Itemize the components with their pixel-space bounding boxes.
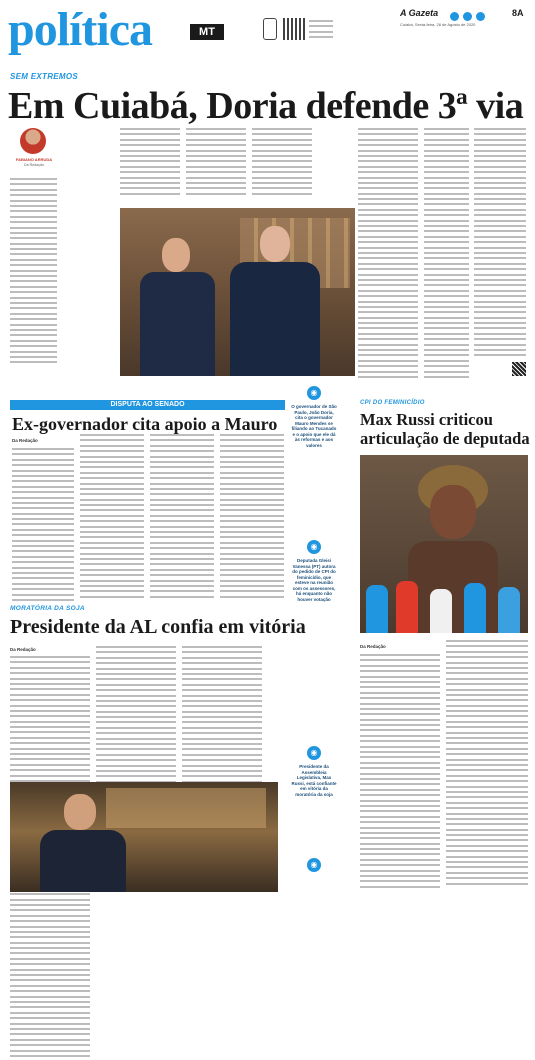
senado-byline: Da Redação: [12, 438, 38, 443]
camera-icon-2: ◉: [307, 540, 321, 554]
microphones: [360, 575, 528, 633]
al-headline: Presidente da AL confia em vitória: [10, 616, 306, 638]
speaker-figure: [40, 794, 126, 892]
russi-byline: Da Redação: [360, 644, 386, 649]
phone-icon: [263, 18, 277, 40]
al-photo: [10, 782, 278, 892]
senado-col-2: [80, 434, 144, 601]
russi-photo: [360, 455, 528, 633]
author-box: [10, 128, 58, 173]
senado-col-3: [150, 434, 214, 601]
section-logo: MT: [190, 24, 224, 40]
main-col-7: [474, 128, 526, 360]
main-col-2: [120, 128, 180, 198]
brand-name: A Gazeta: [400, 8, 439, 18]
main-col-3: [186, 128, 246, 198]
section-title: política: [8, 3, 152, 56]
al-side-caption: Presidente da Assembleia Legislativa, Max Russi, está confiante em vitória da moratória da soja: [291, 764, 337, 797]
senado-label: DISPUTA AO SENADO: [10, 400, 285, 410]
senado-col-4: [220, 434, 284, 601]
author-role: Da Redação: [24, 163, 44, 167]
author-avatar: [20, 128, 46, 154]
senado-headline: Ex-governador cita apoio a Mauro: [12, 414, 278, 434]
camera-icon-4: ◉: [307, 858, 321, 872]
wall-plaque: [106, 788, 266, 828]
al-kicker: MORATÓRIA DA SOJA: [10, 605, 85, 612]
main-kicker: SEM EXTREMOS: [10, 72, 79, 81]
al-byline: Da Redação: [10, 647, 36, 652]
person-left: [140, 238, 215, 376]
author-name: FABIANO ARRUDA: [15, 157, 53, 162]
russi-side-caption: Deputada Gleisi Vanessa (PT) autora do pedido de CPI do feminicídio, que esteve na reunião com os assessores, há enquanto não houver votação: [292, 558, 336, 602]
qr-block: [235, 16, 335, 42]
camera-icon: ◉: [307, 386, 321, 400]
russi-col-1: [360, 654, 440, 891]
page-number: 8A: [512, 8, 524, 18]
edition-date: Cuiabá, Sexta-feira, 28 de Agosto de 2020: [400, 22, 476, 27]
main-photo-caption: O governador de São Paulo, João Doria, cita o governador Mauro Mendes se filiando ao Tucanado e o apoio que ele dá às reformas e aos valores: [291, 404, 337, 448]
qr-code-icon: [283, 18, 305, 40]
brand-block: [400, 8, 530, 38]
footer-qr-icon: [512, 362, 526, 376]
main-col-6: [424, 128, 469, 381]
camera-icon-3: ◉: [307, 746, 321, 760]
main-photo: [120, 208, 355, 376]
senado-col-1: [12, 448, 74, 604]
russi-col-2: [446, 640, 528, 888]
russi-headline: Max Russi criticou articulação de deputada: [360, 410, 530, 448]
main-col-1: [10, 178, 57, 367]
masthead: [0, 0, 535, 60]
russi-kicker: CPI DO FEMINICÍDIO: [360, 400, 425, 406]
main-col-5: [358, 128, 418, 381]
main-headline: Em Cuiabá, Doria defende 3ª via: [8, 85, 524, 127]
person-right: [230, 226, 320, 376]
main-col-4: [252, 128, 312, 198]
